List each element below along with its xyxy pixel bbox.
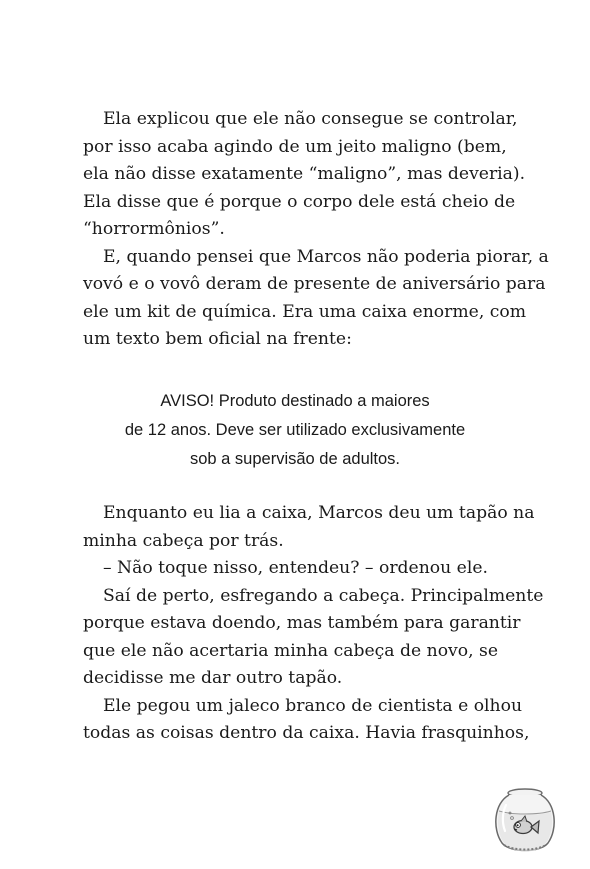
text-line: “horrormônios”. xyxy=(83,219,225,239)
notice-line: sob a supervisão de adultos. xyxy=(189,450,401,468)
text-line: ela não disse exatamente “maligno”, mas deveria). xyxy=(83,164,526,184)
fishbowl-icon xyxy=(490,785,560,857)
text-line: todas as coisas dentro da caixa. Havia frasquinhos, xyxy=(83,723,530,743)
text-line: Ele pegou um jaleco branco de cientista e olhou xyxy=(103,695,523,716)
paragraph-chemistry-kit xyxy=(83,244,549,354)
paragraph-slap xyxy=(83,500,535,555)
paragraph-dialogue xyxy=(83,555,513,583)
text-line: vovó e o vovô deram de presente de aniversário para xyxy=(83,274,546,294)
text-line: Ela explicou que ele não consegue se controlar, xyxy=(103,109,518,129)
paragraph-explanation xyxy=(83,106,526,244)
text-line: porque estava doendo, mas também para garantir xyxy=(83,613,521,633)
notice-line: de 12 anos. Deve ser utilizado exclusivamente xyxy=(124,421,466,439)
text-line: decidisse me dar outro tapão. xyxy=(83,668,343,688)
text-line: – Não toque nisso, entendeu? – ordenou ele. xyxy=(103,558,488,578)
text-line: Enquanto eu lia a caixa, Marcos deu um tapão na xyxy=(103,503,535,523)
text-line: ele um kit de química. Era uma caixa enorme, com xyxy=(83,301,527,322)
notice-line: AVISO! Produto destinado a maiores xyxy=(160,392,430,410)
text-line: Saí de perto, esfregando a cabeça. Principalmente xyxy=(103,585,544,606)
paragraph-walked-away xyxy=(83,583,544,693)
warning-notice xyxy=(0,387,590,474)
text-line: por isso acaba agindo de um jeito maligno (bem, xyxy=(83,136,507,157)
text-line: um texto bem oficial na frente: xyxy=(83,329,352,349)
text-line: E, quando pensei que Marcos não poderia piorar, a xyxy=(103,246,549,267)
text-line: que ele não acertaria minha cabeça de novo, se xyxy=(83,640,499,661)
paragraph-lab-coat xyxy=(83,693,530,748)
text-line: minha cabeça por trás. xyxy=(83,530,284,551)
text-line: Ela disse que é porque o corpo dele está cheio de xyxy=(83,191,516,212)
